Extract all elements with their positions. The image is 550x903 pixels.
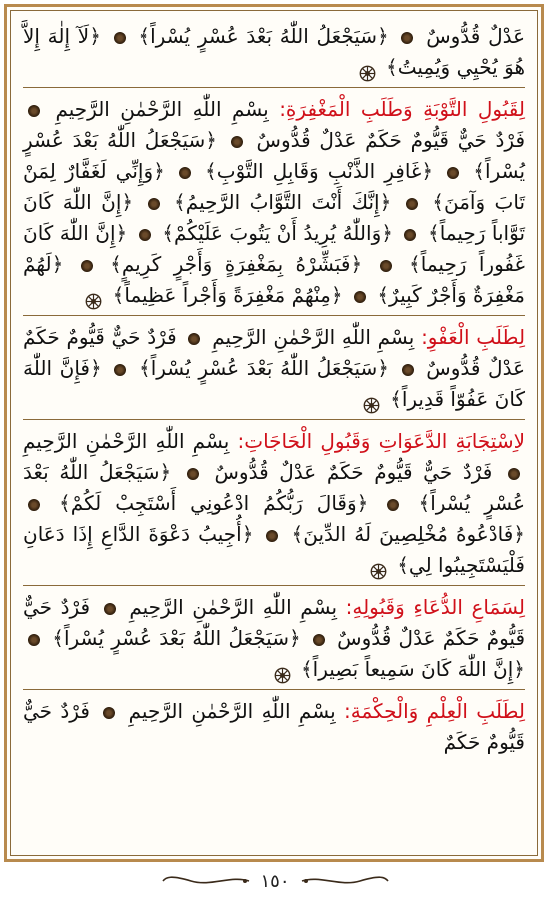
separator-dot-icon (188, 333, 200, 345)
separator-dot-icon (104, 603, 116, 615)
separator-dot-icon (401, 32, 413, 44)
section (23, 696, 525, 762)
verse-text: فَرْدٌ حَيٌّ قَيُّومٌ حَكَمٌ عَدْلٌ قُدُّوسٌ (256, 128, 525, 152)
section-end-ornament-icon (370, 558, 387, 575)
section-heading: لِطَلَبِ الْعِلْمِ وَالْحِكْمَةِ: (344, 699, 525, 723)
separator-dot-icon (187, 468, 199, 480)
verse-text: بِسْمِ اللّٰهِ الرَّحْمٰنِ الرَّحِيمِ (128, 699, 336, 723)
verse-text: ﴿وَقَالَ رَبُّكُمُ ادْعُونِي أَسْتَجِبْ لَكُمْ﴾ (59, 491, 369, 515)
page-footer (0, 866, 550, 896)
verse-text: فَرْدٌ حَيٌّ قَيُّومٌ حَكَمٌ عَدْلٌ قُدُّوسٌ (214, 460, 493, 484)
separator-dot-icon (447, 167, 459, 179)
separator-dot-icon (179, 167, 191, 179)
verse-text: ﴿وَاللّٰهُ يُرِيدُ أَنْ يَتُوبَ عَلَيْكُمْ﴾ (162, 221, 393, 245)
verse-text: ﴿سَيَجْعَلُ اللّٰهُ بَعْدَ عُسْرٍ يُسْراً﴾ (23, 460, 526, 515)
separator-dot-icon (231, 136, 243, 148)
separator-dot-icon (139, 229, 151, 241)
footer-ornament-left-icon (161, 874, 251, 888)
section-end-ornament-icon (85, 288, 102, 305)
separator-dot-icon (387, 499, 399, 511)
verse-text: ﴿سَيَجْعَلُ اللّٰهُ بَعْدَ عُسْرٍ يُسْراً﴾ (23, 128, 526, 183)
separator-dot-icon (114, 364, 126, 376)
verse-text: فَرْدٌ حَيٌّ قَيُّومٌ حَكَمٌ عَدْلٌ قُدُّوسٌ (23, 325, 526, 380)
verse-text: ﴿لَآ إِلٰهَ إِلاَّ هُوَ يُحْيِي وَيُمِيتُ﴾ (23, 24, 525, 79)
verse-text: ﴿سَيَجْعَلُ اللّٰهُ بَعْدَ عُسْرٍ يُسْراً﴾ (138, 356, 389, 380)
verse-text: ﴿وَإِنِّي لَغَفَّارٌ لِمَنْ تَابَ وَآمَنَ﴾ (23, 159, 526, 214)
verse-text: ﴿إِنَّكَ أَنْتَ التَّوَّابُ الرَّحِيمُ﴾ (174, 190, 392, 214)
verse-text: ﴿سَيَجْعَلُ اللّٰهُ بَعْدَ عُسْرٍ يُسْراً﴾ (138, 24, 389, 48)
section-heading: لِقَبُولِ التَّوْبَةِ وَطَلَبِ الْمَغْفِرَةِ: (279, 97, 526, 121)
section-heading: لِطَلَبِ الْعَفْوِ: (421, 325, 526, 349)
verse-text: فَرْدٌ حَيٌّ قَيُّومٌ حَكَمٌ عَدْلٌ قُدُّوسٌ (23, 595, 526, 650)
section-heading: لِسَمَاعِ الدُّعَاءِ وَقَبُولِهِ: (345, 595, 526, 619)
separator-dot-icon (354, 291, 366, 303)
footer-ornament-right-icon (300, 874, 390, 888)
page-frame (4, 4, 544, 862)
separator-dot-icon (266, 530, 278, 542)
verse-text: ﴿غَافِرِ الذَّنْبِ وَقَابِلِ التَّوْبِ﴾ (205, 159, 434, 183)
verse-text: عَدْلٌ قُدُّوسٌ (426, 24, 526, 48)
verse-text: بِسْمِ اللّٰهِ الرَّحْمٰنِ الرَّحِيمِ (55, 97, 269, 121)
verse-text: فَرْدٌ حَيٌّ قَيُّومٌ حَكَمٌ (23, 699, 525, 754)
verse-text: ﴿أُجِيبُ دَعْوَةَ الدَّاعِ إِذَا دَعَانِ فَلْيَسْتَجِيبُوا لِي﴾ (23, 522, 525, 577)
section (23, 94, 525, 316)
separator-dot-icon (402, 364, 414, 376)
verse-text: ﴿فَبَشِّرْهُ بِمَغْفِرَةٍ وَأَجْرٍ كَرِيمٍ﴾ (110, 252, 363, 276)
separator-dot-icon (114, 32, 126, 44)
section (23, 21, 525, 88)
separator-dot-icon (508, 468, 520, 480)
page-number: ١٥٠ (260, 870, 290, 892)
verse-text: ﴿سَيَجْعَلُ اللّٰهُ بَعْدَ عُسْرٍ يُسْراً﴾ (52, 626, 301, 650)
verse-text: ﴿إِنَّ اللّٰهَ كَانَ تَوَّاباً رَحِيماً﴾ (23, 190, 526, 245)
separator-dot-icon (81, 260, 93, 272)
section (23, 322, 525, 420)
separator-dot-icon (404, 229, 416, 241)
separator-dot-icon (148, 198, 160, 210)
verse-text: ﴿فَإِنَّ اللّٰهَ كَانَ عَفُوّاً قَدِيراً﴾ (23, 356, 525, 411)
verse-text: ﴿فَادْعُوهُ مُخْلِصِينَ لَهُ الدِّينَ﴾ (291, 522, 525, 546)
verse-text: ﴿إِنَّ اللّٰهَ كَانَ سَمِيعاً بَصِيراً﴾ (300, 657, 525, 681)
verse-text: بِسْمِ اللّٰهِ الرَّحْمٰنِ الرَّحِيمِ (129, 595, 338, 619)
section-heading: لاِسْتِجَابَةِ الدَّعَوَاتِ وَقَبُولِ الْحَاجَاتِ: (237, 429, 525, 453)
verse-text: بِسْمِ اللّٰهِ الرَّحْمٰنِ الرَّحِيمِ (23, 429, 230, 453)
separator-dot-icon (313, 634, 325, 646)
separator-dot-icon (28, 105, 40, 117)
verse-text: ﴿مِنْهُمْ مَغْفِرَةً وَأَجْراً عَظِيماً﴾ (112, 283, 343, 307)
separator-dot-icon (380, 260, 392, 272)
separator-dot-icon (28, 634, 40, 646)
section-end-ornament-icon (359, 60, 376, 77)
section-end-ornament-icon (363, 392, 380, 409)
section (23, 592, 525, 690)
separator-dot-icon (28, 499, 40, 511)
section-end-ornament-icon (274, 662, 291, 679)
verse-text: ﴿لَهُمْ مَغْفِرَةٌ وَأَجْرٌ كَبِيرٌ﴾ (23, 252, 525, 307)
separator-dot-icon (406, 198, 418, 210)
verse-text: بِسْمِ اللّٰهِ الرَّحْمٰنِ الرَّحِيمِ (212, 325, 415, 349)
section (23, 426, 525, 586)
verse-text: ﴿إِنَّ اللّٰهَ كَانَ غَفُوراً رَحِيماً﴾ (23, 221, 525, 276)
separator-dot-icon (103, 707, 115, 719)
page-content (10, 10, 538, 856)
